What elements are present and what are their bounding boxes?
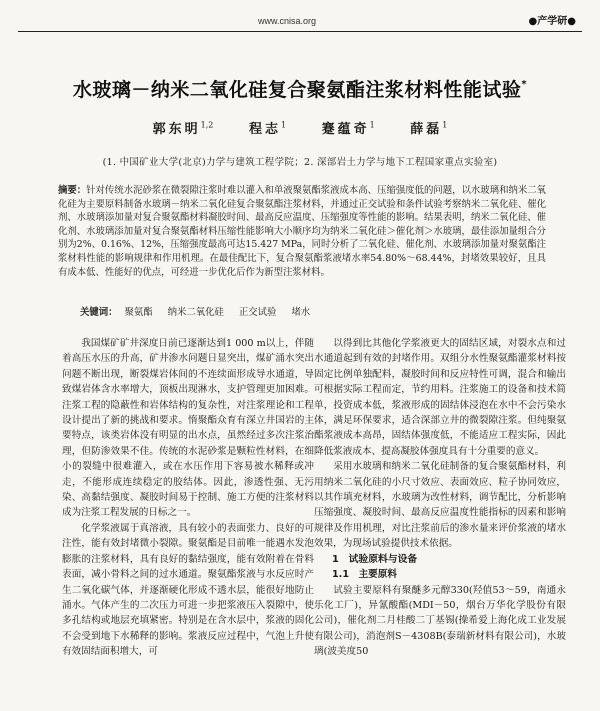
keywords — [80, 306, 540, 319]
author-affil-mark: 1 — [442, 120, 448, 130]
body-paragraph: 采用水玻璃和纳米二氧化硅制备的复合聚氨酯材料，利用纳米二氧化硅的小尺寸效应、表面效应、粒子协同效应，以其作填充材料，水玻璃为改性材料，调节配比，分析影响压缩强度、凝胶时间、最高反应温度性能指标的因素和影响规律及作用机理，对比注浆前后的渗水量来评价浆液的堵水效果，为现场试验提供技术依据。 — [314, 461, 566, 550]
abstract-text: 针对传统水泥砂浆在微裂隙注浆时难以灌入和单液聚氨酯浆液成本高、压缩强度低的问题，以水玻璃和纳米二氧化硅为主要原料制备水玻璃－纳米二氧化硅复合聚氨酯注浆材料，并通过正交试验和条件试验考察纳米二氧化硅、催化剂、水玻璃添加量对复合聚氨酯材料凝胶时间、最高反应温度、压缩强度等性能的影响。结果表明，纳米二氧化硅、催化剂、水玻璃添加量对复合聚氨酯材料压缩性能影响大小顺序均为纳米二氧化硅＞催化剂＞水玻璃，最佳添加量组合分别为2%、0.16%、12%，压缩强度最高可达15.427 MPa，同时分析了二氧化硅、催化剂、水玻璃添加量对聚氨酯注浆材料性能的影响规律和作用机理。在最佳配比下，复合聚氨酯浆液堵水率54.80%～68.44%，封堵效果较好，且具有成本低、性能好的优点，可经进一步优化后作为新型注浆材料。 — [58, 185, 546, 278]
paper-title — [0, 75, 600, 102]
author-affil-mark: 1 — [280, 120, 287, 130]
author-name: 郭东明 — [152, 122, 201, 137]
author — [410, 122, 447, 137]
title-text: 水玻璃－纳米二氧化硅复合聚氨酯注浆材料性能试验 — [72, 79, 522, 101]
author-affil-mark: 1 — [369, 120, 375, 130]
author — [322, 122, 375, 137]
keyword: 堵水 — [291, 307, 311, 318]
header-rule — [18, 31, 582, 32]
abstract — [58, 184, 546, 279]
body-paragraph: 化学浆液属于真溶液，具有较小的表面张力、良好的可注性，能有效封堵微小裂隙。聚氨酯是目前唯一能遇水发泡膨胀的注浆材料，具有良好的黏结强度，能有效附着在骨料表面，减小骨料之间的过水通道。聚氨酯浆液与水反应时产生二氧化碳气体，并逐渐硬化形成不透水层，能很好地防止涌水。气体产生的二次压力可进一步把浆液压入裂隙中，使多孔结构或地层充填紧密。特别是在含水层中，浆液的固化不会受到地下水稀释的影响。浆液反应过程中，气泡上升使有效固结面积增大，可 — [62, 522, 314, 658]
body-paragraph: 我国煤矿矿井深度日前已逐渐达到1 000 m以上，伴随着高压水压的升高，矿井渗水问题日显突出，煤矿涌水突出问题不断出现，断裂煤岩体间的不连续面形成导水通道，导致煤岩体含水率增大，顶板出现淋水，支护管理更加困难。注浆工程的隐蔽性和岩体结构的复杂性，对注浆理论和工程设计提出了新的挑战和要求。惰聚酯众育有深立井国岩的主要特点，该类岩体没有明显的出水点，虽然经过多次注浆治理，但防渗效果不佳。传统的水泥砂浆是颗粒性材料，在细小的裂缝中很难灌入，或在水压作用下容易被水稀释或冲走，不能形成连续稳定的胶结体。因此，渗透性强、无污染、高黏结强度、凝胶时间易于控制、施工方便的注浆材料成为注浆工程发展的日标之一。 — [62, 338, 314, 519]
keyword: 聚氨酯 — [124, 307, 153, 318]
section-tag: ●产学研● — [528, 16, 576, 27]
keyword: 纳米二氧化硅 — [167, 307, 224, 318]
title-footnote-mark: * — [521, 78, 528, 90]
author-affil-mark: 1,2 — [200, 120, 214, 130]
author — [249, 122, 286, 137]
body-column-left — [62, 336, 314, 660]
author-list — [0, 118, 600, 137]
author-name: 程志 — [248, 122, 281, 137]
page-header — [0, 12, 600, 30]
keywords-label: 关键词： — [80, 307, 118, 318]
author — [153, 122, 214, 137]
body-column-right — [314, 336, 566, 660]
body-paragraph: 试验主要原料有聚醚多元醇330(羟值53～59，南通永乐化工厂)，异氰酸酯(MDI－50，烟台万华化学股份有限公司)，催化剂二月桂酸二丁基锡(操希爱上海化成工业发展有限公司)，消泡剂S－4308B(泰瑞新材料有限公司)，水玻璃(波美度50 — [314, 584, 566, 658]
abstract-label: 摘要： — [58, 185, 87, 196]
site-url: www.cnisa.org — [258, 16, 317, 26]
section-heading: 1 试验原料与设备 — [332, 553, 418, 565]
keyword: 正交试验 — [238, 307, 277, 318]
affiliation: (1. 中国矿业大学(北京)力学与建筑工程学院；2. 深部岩土力学与地下工程国家重点实验室) — [102, 157, 498, 168]
author-name: 蹇蕴奇 — [321, 122, 370, 137]
subsection-heading: 1.1 主要原料 — [332, 569, 397, 581]
body-paragraph: 以得到比其他化学浆液更大的固结区域，对裂水点和过水通道起到有效的封堵作用。双组分水性聚氨酯灌浆材料按固定比例单独配料，凝胶时间和反应特性可调，混合和输出可根据实际工程而定，节约用料。注浆施工的设备和技术简单，投资成本低，浆液形成的固结体浸泡在水中不会污染水体，满足环保要求，适合深部立井的微裂隙注浆。但纯聚氨酯浆液成本高昂，固结体强度低，不能适应工程实际，因此降低浆液成本、提高凝胶体强度具有十分重要的意义。 — [314, 338, 566, 457]
author-name: 薛磊 — [410, 122, 443, 137]
